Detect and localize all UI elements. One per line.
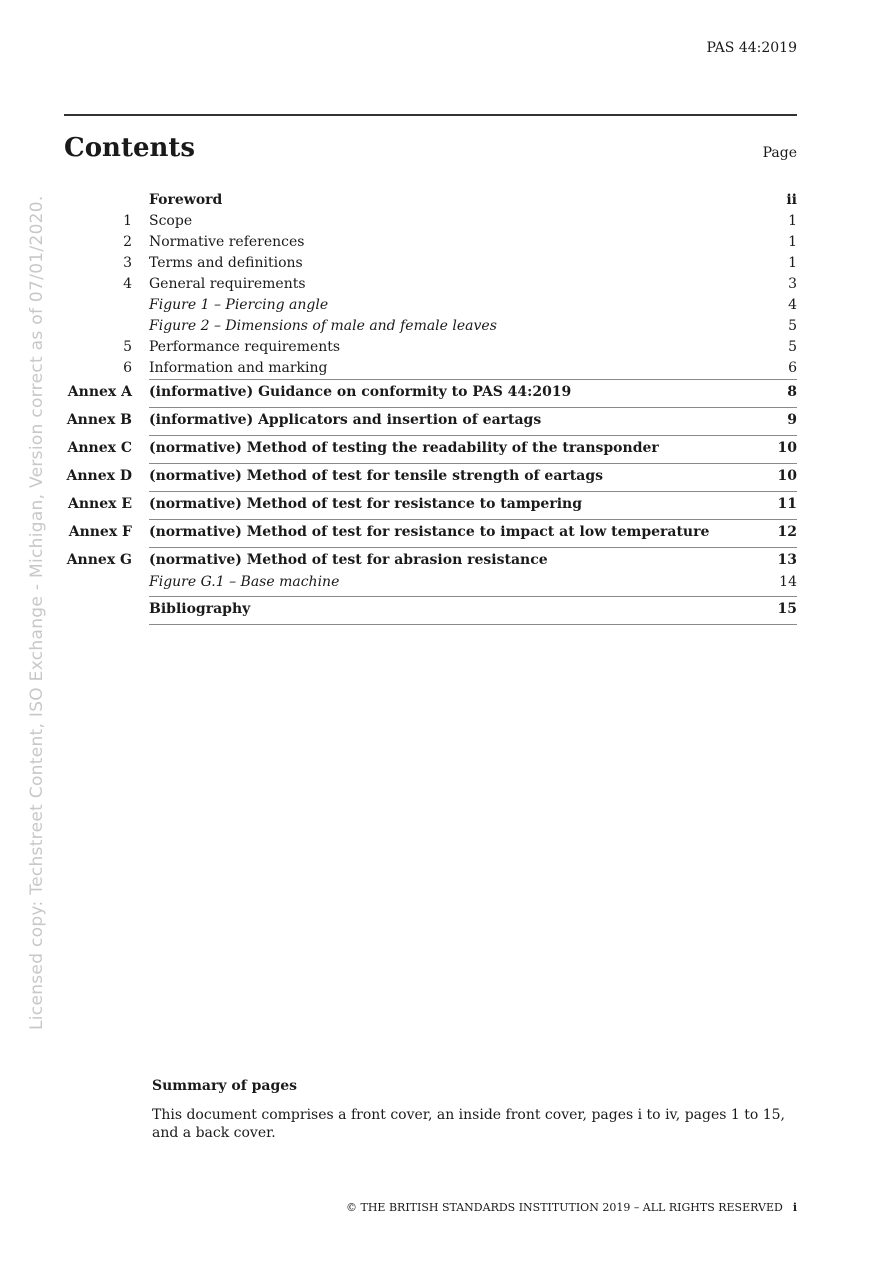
- toc-entry-page: 12: [777, 524, 797, 540]
- page-number: i: [792, 1201, 797, 1214]
- toc-entry-title: Information and marking: [149, 360, 328, 376]
- toc-entry-page: 11: [777, 496, 797, 512]
- toc-entry[interactable]: [64, 316, 797, 337]
- toc-sub-entry[interactable]: [64, 575, 797, 596]
- toc-entry[interactable]: [64, 295, 797, 316]
- toc-entry-page: 10: [777, 468, 797, 484]
- toc-entry-page: 14: [779, 574, 797, 590]
- toc-entry-title: Figure G.1 – Base machine: [149, 574, 340, 590]
- toc-entry-page: 13: [777, 552, 797, 568]
- toc-entry-title: Figure 2 – Dimensions of male and female leaves: [149, 318, 497, 334]
- header-rule: [64, 114, 797, 116]
- toc-entry-title: (normative) Method of test for resistance to impact at low temperature: [149, 524, 710, 540]
- toc-entry-page: 1: [788, 255, 797, 271]
- toc-entry[interactable]: [64, 274, 797, 295]
- toc-entry-page: 6: [788, 360, 797, 376]
- license-watermark: Licensed copy: Techstreet Content, ISO Exchange - Michigan, Version correct as of 07/01/2020.: [27, 195, 47, 1030]
- page-footer: [346, 1201, 797, 1214]
- table-of-contents: [64, 190, 797, 625]
- toc-entry-page: 10: [777, 440, 797, 456]
- page-title: Contents: [64, 133, 196, 163]
- summary-text: This document comprises a front cover, an inside front cover, pages i to iv, pages 1 to 15, and a back cover.: [152, 1107, 786, 1141]
- toc-entry-page: 5: [788, 318, 797, 334]
- toc-annex-entry[interactable]: [64, 491, 797, 519]
- toc-entry[interactable]: [64, 358, 797, 379]
- toc-entry-number: 3: [123, 255, 132, 271]
- toc-entry-number: 6: [123, 360, 132, 376]
- toc-entry-title: (normative) Method of testing the readability of the transponder: [149, 440, 659, 456]
- toc-entry[interactable]: [64, 253, 797, 274]
- toc-entry[interactable]: [64, 211, 797, 232]
- toc-annex-entry[interactable]: [64, 407, 797, 435]
- toc-entry-number: Annex E: [67, 496, 132, 512]
- toc-annex-entry[interactable]: [64, 547, 797, 575]
- toc-entry[interactable]: [64, 232, 797, 253]
- toc-entry[interactable]: [64, 190, 797, 211]
- toc-entry-page: 5: [788, 339, 797, 355]
- toc-annex-entry[interactable]: [64, 596, 797, 624]
- toc-annex-entry[interactable]: [64, 379, 797, 407]
- toc-entry-title: Figure 1 – Piercing angle: [149, 297, 329, 313]
- toc-entry-number: 2: [123, 234, 132, 250]
- toc-entry-title: Bibliography: [149, 601, 251, 617]
- toc-entry-page: 1: [788, 234, 797, 250]
- toc-entry-page: 9: [787, 412, 797, 428]
- toc-entry-number: 5: [123, 339, 132, 355]
- toc-entry-page: 8: [787, 384, 797, 400]
- toc-annex-entry[interactable]: [64, 519, 797, 547]
- toc-entry-page: 1: [788, 213, 797, 229]
- toc-entry-number: Annex G: [66, 552, 132, 568]
- toc-annex-entry[interactable]: [64, 435, 797, 463]
- toc-entry-title: General requirements: [149, 276, 306, 292]
- toc-entry-title: Scope: [149, 213, 193, 229]
- toc-entry-number: Annex F: [68, 524, 132, 540]
- toc-entry-title: Performance requirements: [149, 339, 341, 355]
- toc-end-rule: [149, 624, 797, 625]
- toc-entry-number: Annex B: [66, 412, 132, 428]
- toc-annex-entries: [64, 379, 797, 624]
- toc-entry-page: ii: [786, 192, 797, 208]
- toc-entry-title: (informative) Guidance on conformity to PAS 44:2019: [149, 384, 572, 400]
- toc-entry-title: Terms and definitions: [149, 255, 303, 271]
- page-column-label: Page: [762, 145, 797, 161]
- toc-entry[interactable]: [64, 337, 797, 358]
- toc-annex-entry[interactable]: [64, 463, 797, 491]
- toc-entry-number: Annex C: [67, 440, 132, 456]
- document-reference: PAS 44:2019: [706, 40, 797, 56]
- summary-title: Summary of pages: [152, 1078, 298, 1094]
- toc-entry-number: Annex A: [67, 384, 132, 400]
- toc-entry-page: 3: [788, 276, 797, 292]
- toc-entry-number: Annex D: [66, 468, 132, 484]
- toc-entry-title: Foreword: [149, 192, 223, 208]
- toc-entry-page: 4: [788, 297, 797, 313]
- toc-entry-title: (normative) Method of test for resistance to tampering: [149, 496, 582, 512]
- toc-entry-page: 15: [777, 601, 797, 617]
- toc-entry-number: 4: [123, 276, 132, 292]
- copyright-notice: © THE BRITISH STANDARDS INSTITUTION 2019 – ALL RIGHTS RESERVED: [346, 1201, 783, 1214]
- toc-entry-title: (normative) Method of test for tensile strength of eartags: [149, 468, 603, 484]
- toc-entry-title: (normative) Method of test for abrasion resistance: [149, 552, 548, 568]
- toc-entry-number: 1: [123, 213, 132, 229]
- toc-main-entries: [64, 190, 797, 379]
- toc-entry-title: (informative) Applicators and insertion of eartags: [149, 412, 542, 428]
- toc-entry-title: Normative references: [149, 234, 305, 250]
